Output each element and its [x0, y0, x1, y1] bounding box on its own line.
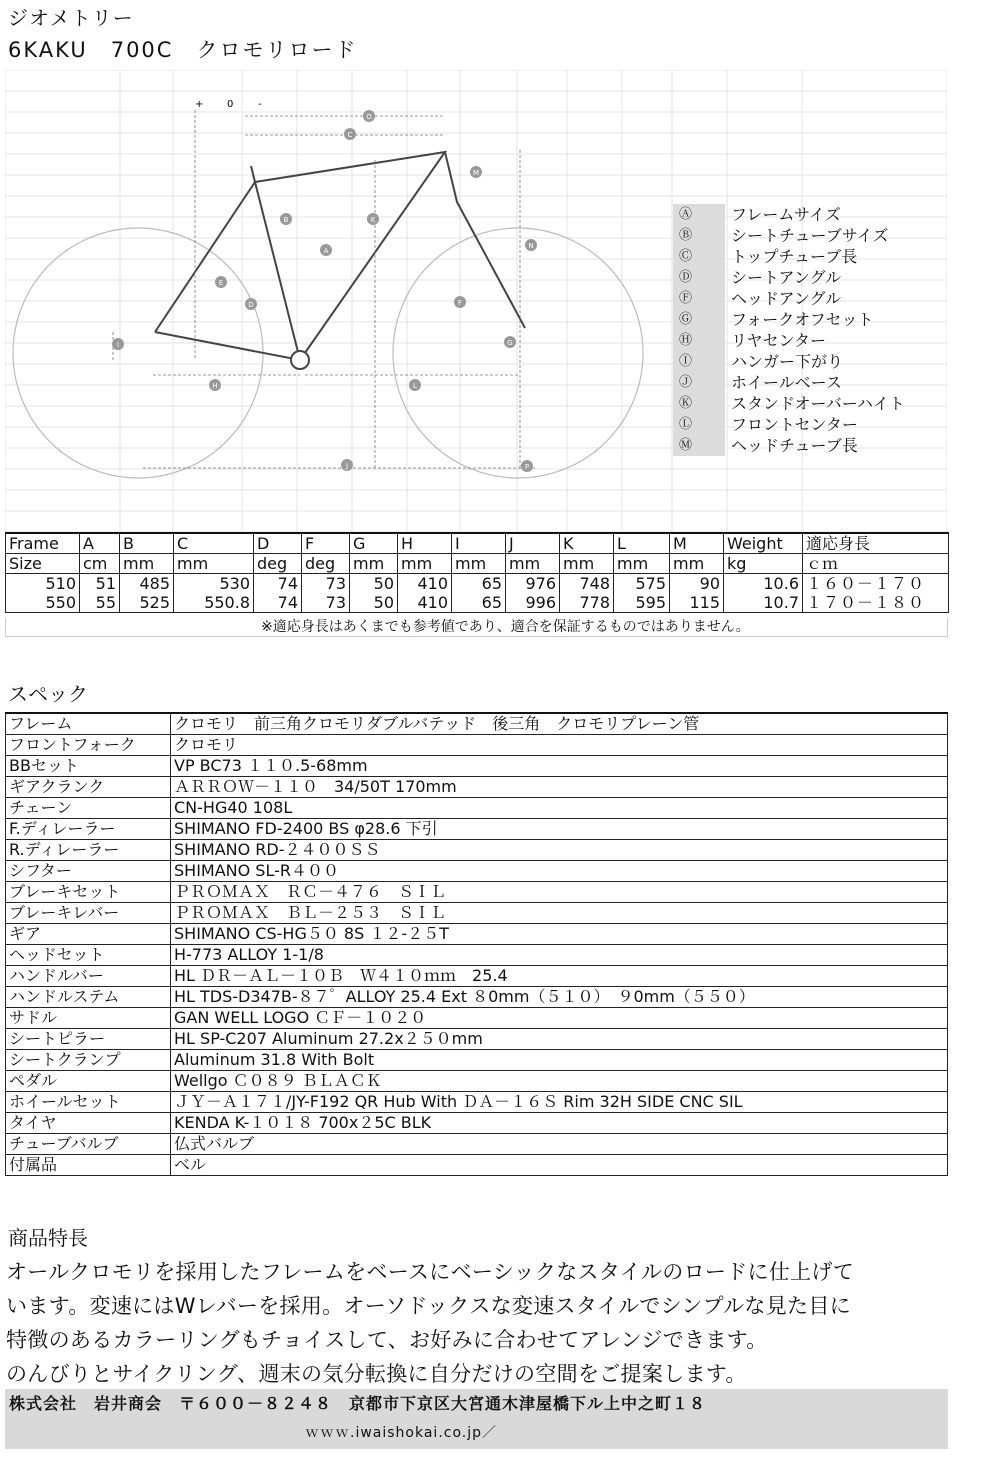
dimension-label-c: C	[347, 131, 353, 139]
dimension-label-i: I	[116, 341, 120, 349]
spec-value: H-773 ALLOY 1-1/8	[171, 945, 948, 966]
spec-row	[6, 777, 948, 798]
spec-table	[5, 712, 948, 1176]
spec-item: ギアクランク	[6, 777, 171, 798]
size-table-row	[6, 593, 949, 613]
size-table-cell: mm	[350, 554, 398, 574]
spec-value: SHIMANO CS-HG５０ 8S １２-２５T	[171, 924, 948, 945]
feature-line: のんびりとサイクリング、週末の気分転換に自分だけの空間をご提案します。	[6, 1362, 747, 1386]
dimension-label-b: B	[283, 216, 289, 224]
spec-row	[6, 903, 948, 924]
size-table-cell: 65	[452, 574, 506, 594]
size-table-cell: B	[120, 533, 174, 554]
legend-label: シートチューブサイズ	[731, 226, 889, 245]
spec-value: KENDA K-１０１８ 700x２5C BLK	[171, 1113, 948, 1134]
offset-zero: 0	[227, 99, 234, 110]
spec-row	[6, 756, 948, 777]
company-address: 株式会社 岩井商会 〒６００－８２４８ 京都市下京区大宮通木津屋橋下ル上中之町１８	[9, 1394, 707, 1413]
legend-key: Ⓗ	[673, 330, 725, 351]
spec-value: ベル	[171, 1155, 948, 1176]
legend-label: トップチューブ長	[731, 247, 858, 266]
spec-item: ヘッドセット	[6, 945, 171, 966]
size-table-cell: 10.7	[724, 593, 803, 613]
spec-row	[6, 798, 948, 819]
spec-item: チューブバルブ	[6, 1134, 171, 1155]
spec-row	[6, 1008, 948, 1029]
feature-line: 特徴のあるカラーリングもチョイスして、お好みに合わせてアレンジできます。	[6, 1328, 768, 1352]
size-table-cell: cm	[80, 554, 120, 574]
page-title: ジオメトリー	[8, 6, 134, 30]
legend-key: Ⓚ	[673, 393, 725, 414]
spec-item: チェーン	[6, 798, 171, 819]
spec-value: GAN WELL LOGO ＣＦ－１０２０	[171, 1008, 948, 1029]
spec-row	[6, 924, 948, 945]
legend-label: ヘッドアングル	[731, 289, 842, 308]
size-table-cell: mm	[670, 554, 724, 574]
legend-label: フォークオフセット	[731, 310, 874, 329]
spec-item: F.ディレーラー	[6, 819, 171, 840]
dimension-label-k: K	[370, 216, 376, 224]
size-table-cell: 115	[670, 593, 724, 613]
legend-label: シートアングル	[731, 268, 842, 287]
size-table-cell: 55	[80, 593, 120, 613]
legend-item	[673, 309, 949, 330]
size-table-cell: 50	[350, 574, 398, 594]
size-table-cell: deg	[302, 554, 350, 574]
spec-item: ブレーキセット	[6, 882, 171, 903]
size-table-cell: 550	[6, 593, 80, 613]
dimension-label-p: P	[524, 463, 530, 471]
size-table-cell: 996	[506, 593, 560, 613]
feature-line: オールクロモリを採用したフレームをベースにベーシックなスタイルのロードに仕上げて	[6, 1260, 855, 1284]
spec-item: シフター	[6, 861, 171, 882]
size-table-cell: 778	[560, 593, 614, 613]
size-table-cell: 73	[302, 593, 350, 613]
size-table-cell: 51	[80, 574, 120, 594]
dimension-label-d: D	[248, 301, 254, 309]
spec-item: フロントフォーク	[6, 735, 171, 756]
spec-row	[6, 987, 948, 1008]
spec-row	[6, 1092, 948, 1113]
dimension-label-j: J	[345, 462, 349, 470]
spec-row	[6, 735, 948, 756]
spec-row	[6, 1113, 948, 1134]
spec-row	[6, 840, 948, 861]
spec-row	[6, 1050, 948, 1071]
spec-item: ホイールセット	[6, 1092, 171, 1113]
dimension-label-e: E	[218, 279, 224, 287]
size-table-cell: 90	[670, 574, 724, 594]
size-table-cell: 65	[452, 593, 506, 613]
size-table-cell: 485	[120, 574, 174, 594]
geometry-diagram	[5, 70, 947, 532]
spec-value: CN-HG40 108L	[171, 798, 948, 819]
legend-key: Ⓑ	[673, 225, 725, 246]
size-table-cell: 748	[560, 574, 614, 594]
spec-row	[6, 861, 948, 882]
dimension-label-a: A	[323, 247, 329, 255]
spec-value: HL ＤＲ－ＡＬ－１０Ｂ Ｗ４１０ｍｍ 25.4	[171, 966, 948, 987]
spec-item: 付属品	[6, 1155, 171, 1176]
legend-key: Ⓒ	[673, 246, 725, 267]
legend-label: スタンドオーバーハイト	[731, 394, 905, 413]
size-table	[5, 532, 949, 613]
spec-value: ＰＲＯＭＡＸ ＲＣ－４７６ ＳＩＬ	[171, 882, 948, 903]
size-table-cell: 595	[614, 593, 670, 613]
legend-key: Ⓛ	[673, 414, 725, 435]
size-table-cell: 525	[120, 593, 174, 613]
spec-item: シートクランプ	[6, 1050, 171, 1071]
spec-value: ＡＲＲＯＷ－１１０ 34/50T 170mm	[171, 777, 948, 798]
size-table-cell: 73	[302, 574, 350, 594]
spec-row	[6, 1134, 948, 1155]
offset-minus: -	[258, 99, 262, 110]
size-table-cell: 50	[350, 593, 398, 613]
size-table-cell: 10.6	[724, 574, 803, 594]
legend-label: ハンガー下がり	[731, 352, 844, 371]
dimension-label-l: L	[413, 382, 417, 390]
legend-label: フレームサイズ	[731, 205, 841, 224]
size-table-cell: 976	[506, 574, 560, 594]
size-table-cell: 適応身長	[803, 533, 949, 554]
model-name: 6KAKU 700C クロモリロード	[8, 38, 358, 62]
spec-row	[6, 1071, 948, 1092]
size-table-cell: 575	[614, 574, 670, 594]
size-table-cell: M	[670, 533, 724, 554]
size-table-cell: 74	[254, 574, 302, 594]
features-title: 商品特長	[8, 1226, 88, 1250]
spec-row	[6, 966, 948, 987]
legend-item	[673, 435, 949, 456]
spec-item: ギア	[6, 924, 171, 945]
dimension-label-f: F	[457, 299, 463, 307]
spec-row	[6, 882, 948, 903]
size-table-cell: J	[506, 533, 560, 554]
legend-key: Ⓓ	[673, 267, 725, 288]
size-table-cell: Size	[6, 554, 80, 574]
dimension-label-h: H	[212, 382, 218, 390]
legend-item	[673, 246, 949, 267]
spec-item: ブレーキレバー	[6, 903, 171, 924]
size-table-cell: 530	[174, 574, 254, 594]
size-table-cell: mm	[120, 554, 174, 574]
size-table-row	[6, 574, 949, 594]
spec-value: Wellgo Ｃ０８９ ＢＬＡＣＫ	[171, 1071, 948, 1092]
spec-value: クロモリ	[171, 735, 948, 756]
company-url: ｗｗｗ.iwaishokai.co.jp／	[305, 1425, 498, 1441]
size-table-cell: 410	[398, 574, 452, 594]
size-table-cell: A	[80, 533, 120, 554]
legend-key: Ⓖ	[673, 309, 725, 330]
size-table-cell: kg	[724, 554, 803, 574]
spec-item: ペダル	[6, 1071, 171, 1092]
spec-item: BBセット	[6, 756, 171, 777]
dimension-label-n: N	[528, 242, 534, 250]
spec-value: SHIMANO SL-R４００	[171, 861, 948, 882]
spec-value: HL TDS-D347B-８７゜ALLOY 25.4 Ext ８0mm（５１０） ９0mm（５５０）	[171, 987, 948, 1008]
spec-value: クロモリ 前三角クロモリダブルバテッド 後三角 クロモリプレーン管	[171, 713, 948, 735]
spec-value: 仏式バルブ	[171, 1134, 948, 1155]
size-table-cell: ｃｍ	[803, 554, 949, 574]
legend-key: Ⓐ	[673, 204, 725, 225]
offset-plus: +	[195, 99, 204, 110]
legend-item	[673, 267, 949, 288]
spec-row	[6, 945, 948, 966]
spec-value: SHIMANO RD-２４００ＳＳ	[171, 840, 948, 861]
legend-key: Ⓘ	[673, 351, 725, 372]
size-table-row	[6, 554, 949, 574]
spec-item: タイヤ	[6, 1113, 171, 1134]
legend-item	[673, 288, 949, 309]
legend-label: リヤセンター	[731, 331, 827, 350]
legend-item	[673, 330, 949, 351]
size-table-cell: K	[560, 533, 614, 554]
size-table-cell: mm	[398, 554, 452, 574]
front-wheel	[393, 228, 643, 478]
legend-key: Ⓕ	[673, 288, 725, 309]
spec-item: サドル	[6, 1008, 171, 1029]
size-table-cell: G	[350, 533, 398, 554]
size-note: ※適応身長はあくまでも参考値であり、適合を保証するものではありません。	[5, 618, 948, 637]
legend-item	[673, 393, 949, 414]
legend-item	[673, 225, 949, 246]
spec-item: ハンドルステム	[6, 987, 171, 1008]
size-table-cell: mm	[560, 554, 614, 574]
spec-item: R.ディレーラー	[6, 840, 171, 861]
size-table-cell: I	[452, 533, 506, 554]
size-table-cell: １７０－１８０	[803, 593, 949, 613]
rear-wheel	[13, 228, 263, 478]
size-table-cell: 410	[398, 593, 452, 613]
dimension-label-g: G	[507, 339, 513, 347]
size-table-cell: mm	[174, 554, 254, 574]
legend-item	[673, 372, 949, 393]
spec-row	[6, 1155, 948, 1176]
spec-value: ＰＲＯＭＡＸ ＢＬ－２５３ ＳＩＬ	[171, 903, 948, 924]
size-table-cell: 74	[254, 593, 302, 613]
feature-line: います。変速にはWレバーを採用。オーソドックスな変速スタイルでシンプルな見た目に	[6, 1294, 851, 1318]
spec-row	[6, 713, 948, 735]
spec-item: シートピラー	[6, 1029, 171, 1050]
dimension-label-o: O	[366, 113, 372, 121]
company-footer	[5, 1389, 948, 1449]
spec-value: ＪＹ－Ａ１７１/JY-F192 QR Hub With ＤＡ－１６Ｓ Rim 32H SIDE CNC SIL	[171, 1092, 948, 1113]
legend-key: Ⓜ	[673, 435, 725, 456]
size-table-cell: F	[302, 533, 350, 554]
size-table-cell: D	[254, 533, 302, 554]
legend-label: ヘッドチューブ長	[731, 436, 858, 455]
legend-item	[673, 414, 949, 435]
legend-item	[673, 351, 949, 372]
size-table-cell: １６０－１７０	[803, 574, 949, 594]
spec-title: スペック	[8, 682, 88, 706]
size-table-cell: mm	[506, 554, 560, 574]
size-table-cell: Frame	[6, 533, 80, 554]
legend-label: ホイールベース	[731, 373, 842, 392]
size-table-cell: mm	[452, 554, 506, 574]
size-table-cell: H	[398, 533, 452, 554]
dimension-label-m: M	[472, 169, 480, 177]
size-table-cell: deg	[254, 554, 302, 574]
size-table-cell: C	[174, 533, 254, 554]
legend-label: フロントセンター	[731, 415, 858, 434]
spec-value: VP BC73 １１０.5-68mm	[171, 756, 948, 777]
legend-item	[673, 204, 949, 225]
spec-row	[6, 819, 948, 840]
spec-value: SHIMANO FD-2400 BS φ28.6 下引	[171, 819, 948, 840]
size-table-cell: 550.8	[174, 593, 254, 613]
size-table-row	[6, 533, 949, 554]
size-table-cell: mm	[614, 554, 670, 574]
spec-item: フレーム	[6, 713, 171, 735]
spec-item: ハンドルバー	[6, 966, 171, 987]
legend-key: Ⓙ	[673, 372, 725, 393]
size-table-cell: Weight	[724, 533, 803, 554]
bike-frame	[155, 152, 525, 369]
size-table-cell: 510	[6, 574, 80, 594]
size-table-cell: L	[614, 533, 670, 554]
spec-value: HL SP-C207 Aluminum 27.2x２５０mm	[171, 1029, 948, 1050]
spec-value: Aluminum 31.8 With Bolt	[171, 1050, 948, 1071]
geometry-legend	[673, 204, 949, 456]
spec-row	[6, 1029, 948, 1050]
